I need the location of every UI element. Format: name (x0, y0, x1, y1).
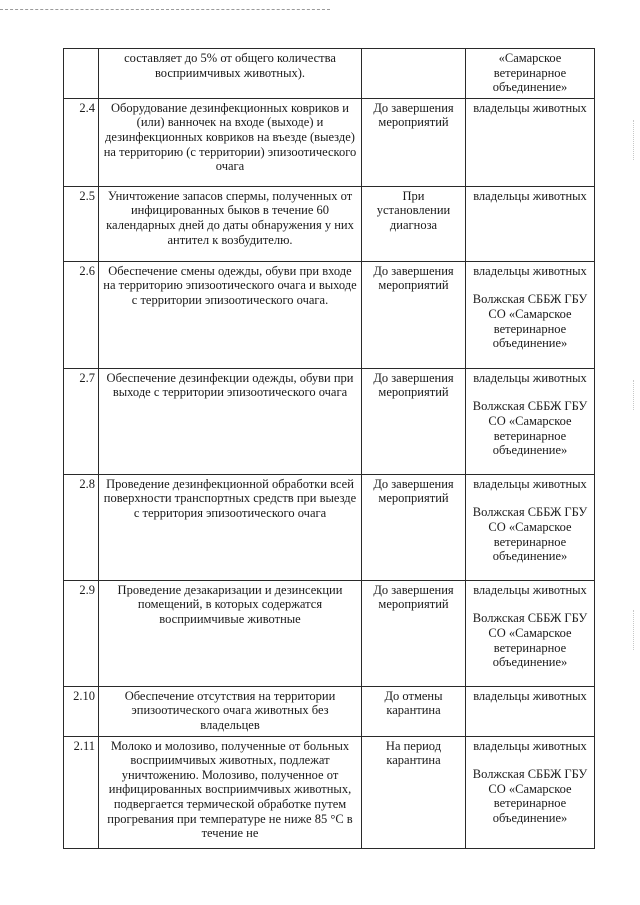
measure-term: До завершения мероприятий (362, 98, 466, 186)
row-number: 2.5 (64, 186, 99, 261)
table-row (64, 186, 595, 261)
measure-term: До завершения мероприятий (362, 368, 466, 474)
responsible-org: «Самарское ветеринарное объединение» (492, 51, 568, 95)
measure-description: Проведение дезинфекционной обработки всей поверхности транспортных средств при выезде с территория эпизоотического очага (99, 474, 362, 580)
table-row (64, 368, 595, 474)
responsible-owners: владельцы животных (473, 188, 587, 203)
measure-term: До завершения мероприятий (362, 474, 466, 580)
row-number: 2.7 (64, 368, 99, 474)
measure-description: Обеспечение смены одежды, обуви при входе на территорию эпизоотического очага и выходе с территории эпизоотического очага. (99, 261, 362, 368)
responsible-owners: владельцы животных (473, 688, 587, 703)
measure-responsible (466, 49, 595, 99)
table-row (64, 736, 595, 848)
measures-table (63, 48, 595, 849)
row-number: 2.8 (64, 474, 99, 580)
row-number: 2.10 (64, 686, 99, 736)
measure-description: Проведение дезакаризации и дезинсекции помещений, в которых содержатся восприимчивые животные (99, 580, 362, 686)
measure-term (362, 49, 466, 99)
table-row (64, 580, 595, 686)
responsible-org: Волжская СББЖ ГБУ СО «Самарское ветеринарное объединение» (472, 292, 588, 351)
table-row (64, 474, 595, 580)
responsible-owners: владельцы животных (473, 370, 587, 385)
scan-edge-mark (633, 380, 634, 410)
measure-responsible (466, 98, 595, 186)
measure-description: Молоко и молозиво, полученные от больных восприимчивых животных, подлежат уничтожению. Молозиво, полученное от инфицированных восприимчивых животных, подвергается термической обработке путем прогревания при температуре не ниже 85 °C в течение не (99, 736, 362, 848)
measure-term: До отмены карантина (362, 686, 466, 736)
measure-description: Уничтожение запасов спермы, полученных от инфицированных быков в течение 60 календарных дней до даты обнаружения у них антител к возбудителю. (99, 186, 362, 261)
row-number: 2.4 (64, 98, 99, 186)
measure-term: До завершения мероприятий (362, 261, 466, 368)
row-number: 2.11 (64, 736, 99, 848)
responsible-org: Волжская СББЖ ГБУ СО «Самарское ветеринарное объединение» (472, 611, 588, 670)
measure-term: При установлении диагноза (362, 186, 466, 261)
responsible-owners: владельцы животных (473, 738, 587, 753)
scan-top-rule (0, 9, 330, 10)
table-row (64, 98, 595, 186)
measure-responsible (466, 474, 595, 580)
measure-term: На период карантина (362, 736, 466, 848)
scan-edge-mark (633, 610, 634, 650)
measure-responsible (466, 368, 595, 474)
row-number: 2.9 (64, 580, 99, 686)
measure-responsible (466, 186, 595, 261)
responsible-org: Волжская СББЖ ГБУ СО «Самарское ветеринарное объединение» (472, 767, 588, 825)
table-row (64, 49, 595, 99)
row-number (64, 49, 99, 99)
responsible-owners: владельцы животных (473, 263, 587, 278)
measure-description: составляет до 5% от общего количества восприимчивых животных). (99, 49, 362, 99)
table-row (64, 686, 595, 736)
measure-responsible (466, 261, 595, 368)
measure-term: До завершения мероприятий (362, 580, 466, 686)
measure-description: Обеспечение дезинфекции одежды, обуви при выходе с территории эпизоотического очага (99, 368, 362, 474)
responsible-owners: владельцы животных (473, 582, 587, 597)
responsible-org: Волжская СББЖ ГБУ СО «Самарское ветеринарное объединение» (472, 399, 588, 458)
scan-edge-mark (633, 120, 634, 160)
measure-responsible (466, 736, 595, 848)
row-number: 2.6 (64, 261, 99, 368)
measure-description: Обеспечение отсутствия на территории эпизоотического очага животных без владельцев (99, 686, 362, 736)
responsible-owners: владельцы животных (473, 100, 587, 115)
responsible-org: Волжская СББЖ ГБУ СО «Самарское ветеринарное объединение» (472, 505, 588, 564)
measure-description: Оборудование дезинфекционных ковриков и (или) ванночек на входе (выходе) и дезинфекционных ковриков на въезде (выезде) на территорию (с территории) эпизоотического очага (99, 98, 362, 186)
measure-responsible (466, 580, 595, 686)
responsible-owners: владельцы животных (473, 476, 587, 491)
measure-responsible (466, 686, 595, 736)
table-row (64, 261, 595, 368)
